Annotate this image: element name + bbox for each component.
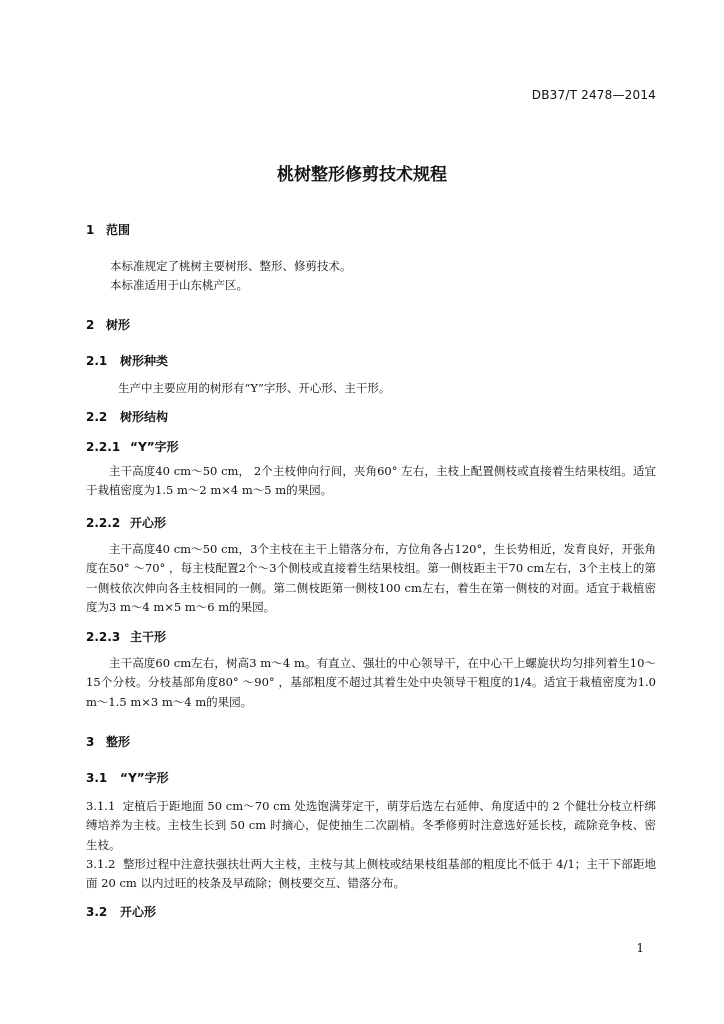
subsection-heading xyxy=(86,514,166,531)
clause-number: 3.1.2 xyxy=(86,857,116,871)
section-heading xyxy=(86,316,130,333)
clause-text: 定植后于距地面 50 cm～70 cm 处选饱满芽定干，萌芽后选左右延伸、角度适中的 2 个健壮分枝立杆绑缚培养为主枝。主枝生长到 50 cm 时摘心，促使抽生二次副梢。冬季修剪时注意选好延长枝，疏除竞争枝、密生枝。 xyxy=(86,799,657,852)
subsection-title: 开心形 xyxy=(120,905,157,919)
subsection-title: “Y”字形 xyxy=(120,771,169,785)
subsection-heading xyxy=(86,769,169,786)
paragraph: 主干高度40 cm～50 cm， 2个主枝伸向行间，夹角60° 左右，主枝上配置侧枝或直接着生结果枝组。适宜于栽植密度为1.5 m～2 m×4 m～5 m的果园。 xyxy=(86,464,656,498)
section-title: 范围 xyxy=(106,223,131,237)
subsection-title: 树形结构 xyxy=(120,410,169,424)
clause-number: 3.1.1 xyxy=(86,799,116,813)
subsection-title: 树形种类 xyxy=(120,354,169,368)
clause-paragraph xyxy=(86,797,656,855)
paragraph: 本标准适用于山东桃产区。 xyxy=(110,278,248,292)
section-heading xyxy=(86,733,130,750)
subsection-number: 2.2.1 xyxy=(86,440,121,454)
subsection-title: 主干形 xyxy=(130,630,167,644)
subsection-number: 2.2.3 xyxy=(86,630,121,644)
subsection-heading xyxy=(86,408,168,425)
section-heading xyxy=(86,221,130,238)
section-number: 1 xyxy=(86,223,95,237)
subsection-heading xyxy=(86,352,168,369)
document-code: DB37/T 2478—2014 xyxy=(531,88,656,102)
paragraph: 本标准规定了桃树主要树形、整形、修剪技术。 xyxy=(110,259,352,273)
paragraph: 主干高度40 cm～50 cm，3个主枝在主干上错落分布，方位角各占120°，生长势相近，发育良好，开张角度在50° ～70° ，每主枝配置2个～3个侧枝或直接着生结果枝组。第一侧枝距主干70 cm左右，3个主枝上的第一侧枝依次伸向各主枝相同的一侧。第二侧枝距第一侧枝100 cm左右，着生在第一侧枝的对面。适宜于栽植密度为3 m～4 m×5 m～6 m的果园。 xyxy=(86,542,656,615)
subsection-number: 3.1 xyxy=(86,771,108,785)
subsection-heading xyxy=(86,628,166,645)
subsection-title: “Y”字形 xyxy=(130,440,179,454)
subsection-number: 2.2 xyxy=(86,410,108,424)
subsection-number: 2.1 xyxy=(86,354,108,368)
paragraph: 生产中主要应用的树形有“Y”字形、开心形、主干形。 xyxy=(118,381,391,395)
section-title: 整形 xyxy=(106,735,131,749)
page-number: 1 xyxy=(636,941,644,955)
document-title: 桃树整形修剪技术规程 xyxy=(277,165,447,185)
subsection-number: 3.2 xyxy=(86,905,108,919)
subsection-number: 2.2.2 xyxy=(86,516,121,530)
clause-paragraph xyxy=(86,855,656,894)
subsection-heading xyxy=(86,438,179,455)
clause-text: 整形过程中注意扶强扶壮两大主枝，主枝与其上侧枝或结果枝组基部的粗度比不低于 4/1；主干下部距地面 20 cm 以内过旺的枝条及早疏除；侧枝要交互、错落分布。 xyxy=(86,857,656,891)
section-number: 2 xyxy=(86,318,95,332)
section-title: 树形 xyxy=(106,318,131,332)
paragraph: 主干高度60 cm左右，树高3 m～4 m。有直立、强壮的中心领导干，在中心干上螺旋状均匀排列着生10～15个分枝。分枝基部角度80° ～90° ，基部粗度不超过其着生处中央领导干粗度的1/4。适宜于栽植密度为1.0 m～1.5 m×3 m～4 m的果园。 xyxy=(86,656,656,709)
subsection-heading xyxy=(86,903,156,920)
subsection-title: 开心形 xyxy=(130,516,167,530)
section-number: 3 xyxy=(86,735,95,749)
